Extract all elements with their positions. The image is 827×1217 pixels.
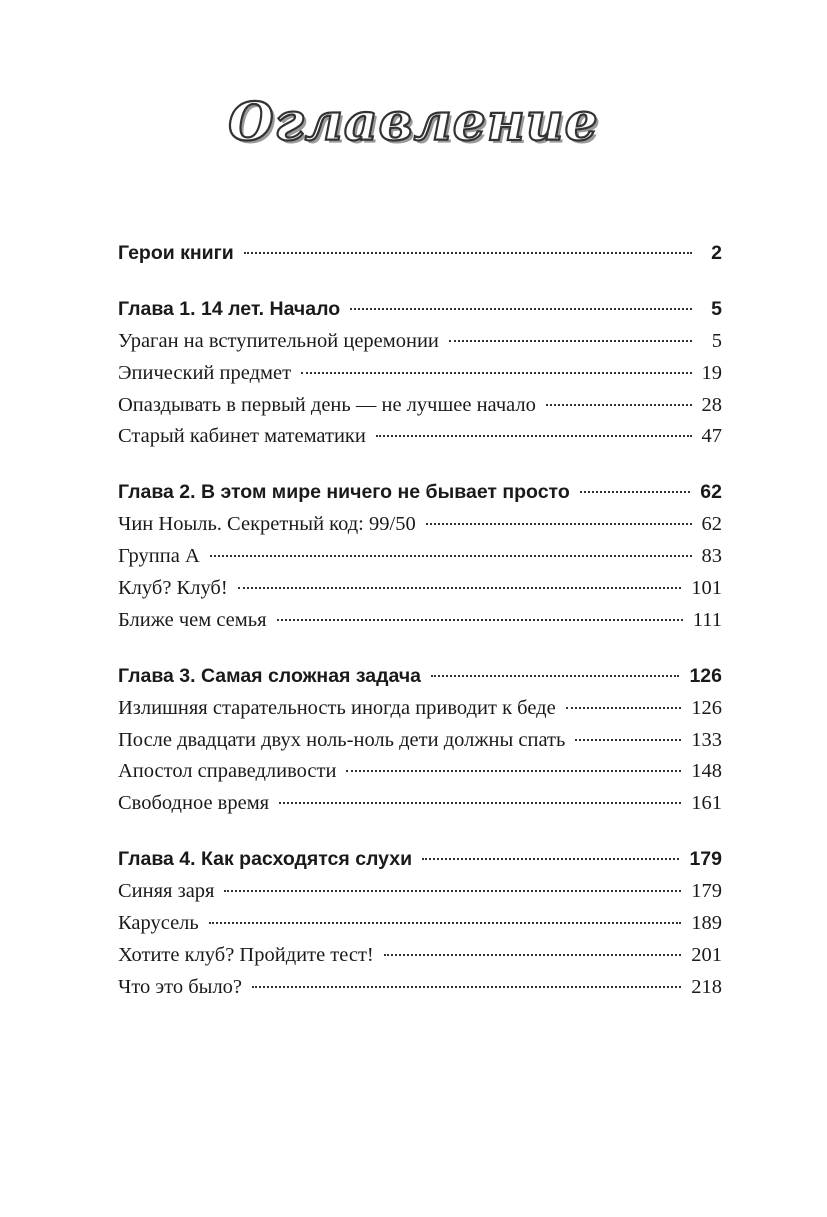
toc-entry-row[interactable] xyxy=(118,509,722,541)
entry-title: Ураган на вступительной церемонии xyxy=(118,329,439,352)
toc-section xyxy=(118,661,722,820)
chapter-title: Глава 4. Как расходятся слухи xyxy=(118,848,413,871)
dot-leader xyxy=(210,555,692,557)
toc-chapter-row[interactable] xyxy=(118,661,722,693)
dot-leader xyxy=(384,954,682,956)
chapter-title: Герои книги xyxy=(118,242,234,264)
toc-entry-row[interactable] xyxy=(118,876,722,908)
toc-entry-row[interactable] xyxy=(118,693,722,725)
page-number: 62 xyxy=(701,513,722,536)
toc-entry-row[interactable] xyxy=(118,573,722,605)
dot-leader xyxy=(224,890,681,892)
toc-entry-row[interactable] xyxy=(118,390,722,422)
page-number: 5 xyxy=(711,329,722,352)
toc-section xyxy=(118,477,722,636)
dot-leader xyxy=(346,770,681,772)
toc-entry-row[interactable] xyxy=(118,908,722,940)
entry-title: Старый кабинет математики xyxy=(118,425,366,448)
toc-entry-row[interactable] xyxy=(118,326,722,358)
dot-leader xyxy=(431,675,679,677)
page-number: 47 xyxy=(701,425,722,448)
toc-chapter-row[interactable] xyxy=(118,477,722,509)
dot-leader xyxy=(449,340,692,342)
dot-leader xyxy=(422,858,679,860)
toc-section xyxy=(118,294,722,453)
toc-entry-row[interactable] xyxy=(118,605,722,637)
entry-title: Эпический предмет xyxy=(118,361,292,384)
toc-entry-row[interactable] xyxy=(118,358,722,390)
page-number: 101 xyxy=(691,577,722,600)
page-number: 126 xyxy=(691,696,722,719)
entry-title: Карусель xyxy=(118,912,199,935)
entry-title: Чин Ноыль. Секретный код: 99/50 xyxy=(118,513,416,536)
dot-leader xyxy=(350,308,692,310)
entry-title: Опаздывать в первый день — не лучшее начало xyxy=(118,393,536,416)
page-number: 189 xyxy=(691,912,722,935)
page-number: 62 xyxy=(700,481,722,504)
entry-title: Хотите клуб? Пройдите тест! xyxy=(118,943,374,966)
page-number: 83 xyxy=(701,545,722,568)
page-number: 201 xyxy=(691,943,722,966)
page-number: 19 xyxy=(701,361,722,384)
toc-entry-row[interactable] xyxy=(118,972,722,1004)
entry-title: Что это было? xyxy=(118,975,243,998)
dot-leader xyxy=(546,404,692,406)
page-number: 133 xyxy=(691,728,722,751)
dot-leader xyxy=(566,707,682,709)
entry-title: Апостол справедливости xyxy=(118,760,337,783)
toc-section xyxy=(118,238,722,270)
toc-chapter-row[interactable] xyxy=(118,294,722,326)
dot-leader xyxy=(301,372,691,374)
page-number: 179 xyxy=(691,880,722,903)
toc-chapter-row[interactable] xyxy=(118,238,722,270)
entry-title: После двадцати двух ноль-ноль дети должны спать xyxy=(118,728,566,751)
page-number: 111 xyxy=(692,608,722,631)
chapter-title: Глава 3. Самая сложная задача xyxy=(118,664,422,687)
dot-leader xyxy=(209,922,681,924)
dot-leader xyxy=(252,986,681,988)
entry-title: Излишняя старательность иногда приводит к беде xyxy=(118,696,556,719)
page-number: 28 xyxy=(701,393,722,416)
entry-title: Клуб? Клуб! xyxy=(118,577,228,600)
dot-leader xyxy=(277,619,683,621)
dot-leader xyxy=(426,523,692,525)
dot-leader xyxy=(575,739,681,741)
chapter-title: Глава 2. В этом мире ничего не бывает просто xyxy=(118,481,570,504)
page-number: 148 xyxy=(691,760,722,783)
table-of-contents xyxy=(118,238,722,1028)
toc-entry-row[interactable] xyxy=(118,788,722,820)
page-number: 179 xyxy=(689,848,722,871)
toc-entry-row[interactable] xyxy=(118,725,722,757)
toc-entry-row[interactable] xyxy=(118,541,722,573)
toc-chapter-row[interactable] xyxy=(118,844,722,876)
entry-title: Ближе чем семья xyxy=(118,608,267,631)
toc-entry-row[interactable] xyxy=(118,756,722,788)
chapter-title: Глава 1. 14 лет. Начало xyxy=(118,297,341,320)
page-number: 218 xyxy=(691,975,722,998)
page-number: 161 xyxy=(691,792,722,815)
entry-title: Синяя заря xyxy=(118,880,215,903)
dot-leader xyxy=(238,587,682,589)
dot-leader xyxy=(580,491,691,493)
dot-leader xyxy=(279,802,681,804)
entry-title: Группа А xyxy=(118,545,200,568)
toc-section xyxy=(118,844,722,1003)
entry-title: Свободное время xyxy=(118,792,270,815)
dot-leader xyxy=(376,435,692,437)
toc-entry-row[interactable] xyxy=(118,421,722,453)
page-title: Оглавление xyxy=(228,92,599,153)
page-number: 5 xyxy=(711,297,722,320)
dot-leader xyxy=(244,252,692,254)
page-number: 2 xyxy=(711,242,722,264)
toc-entry-row[interactable] xyxy=(118,940,722,972)
page-number: 126 xyxy=(689,664,722,687)
